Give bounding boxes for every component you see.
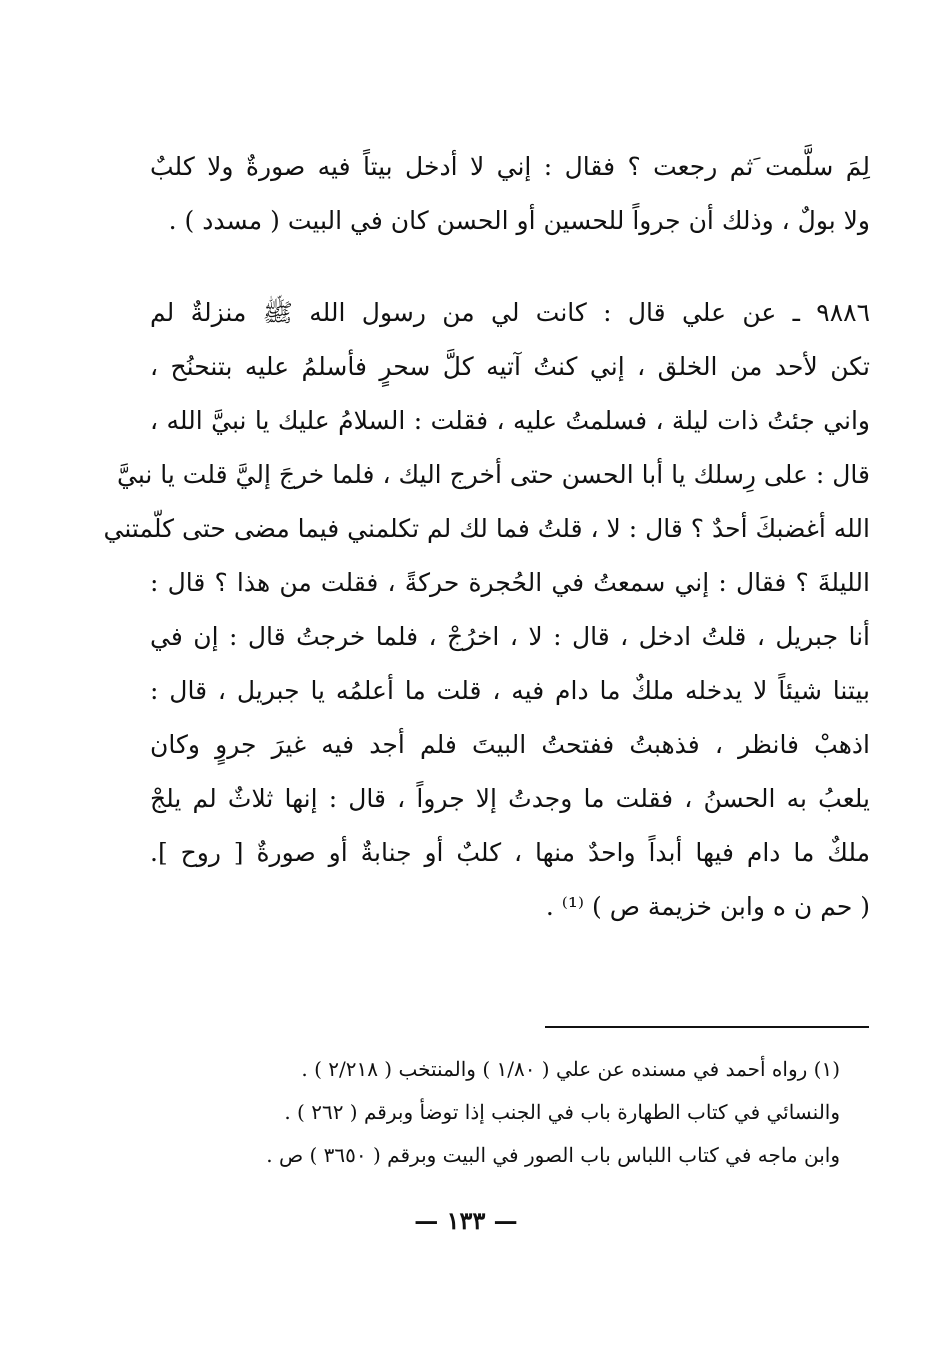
text-line: ولا بولٌ ، وذلك أن جرواً للحسين أو الحسن كان في البيت ( مسدد ) . (168, 206, 870, 235)
text-line: قال : على رِسلك يا أبا الحسن حتى أخرج اليك ، فلما خرجَ إليَّ قلت يا نبيَّ (116, 460, 870, 489)
hadith-9886 (103, 286, 870, 934)
text-line: الله أغضبكَ أحدٌ ؟ قال : لا ، قلتُ فما لك لم تكلمني فيما مضى حتى كلّمتني (103, 514, 870, 543)
text-line: أنا جبريل ، قلتُ ادخل ، قال : لا ، اخرُجْ ، فلما خرجتُ قال : إن في (150, 622, 870, 651)
text-line: يلعبُ به الحسنُ ، فقلت ما وجدتُ إلا جرواً ، قال : إنها ثلاثٌ لم يلجْ (150, 784, 870, 813)
paragraph-gap (150, 248, 870, 286)
footnote-line: وابن ماجه في كتاب اللباس باب الصور في البيت وبرقم ( ٣٦٥٠ ) ص . (266, 1143, 840, 1167)
source-citation-line: ( حم ن ه وابن خزيمة ص ) ⁽¹⁾ . (545, 892, 870, 921)
text-line: واني جئتُ ذات ليلة ، فسلمتُ عليه ، فقلت : السلامُ عليك يا نبيَّ الله ، (150, 406, 870, 435)
text-line: بيتنا شيئاً لا يدخله ملكٌ ما دام فيه ، قلت ما أعلمُه يا جبريل ، قال : (150, 676, 870, 705)
footnote-line: (١) رواه أحمد في مسنده عن علي ( ١/٨٠ ) والمنتخب ( ٢/٢١٨ ) . (301, 1057, 840, 1081)
footnote-divider (545, 1026, 869, 1028)
text-line: تكن لأحد من الخلق ، إني كنتُ آتيه كلَّ سحرٍ فأسلمُ عليه بتنحنُح ، (150, 352, 870, 381)
footnote-line: والنسائي في كتاب الطهارة باب في الجنب إذا توضأ وبرقم ( ٢٦٢ ) . (284, 1100, 840, 1124)
paragraph-continuation (150, 140, 870, 248)
text-line: اذهبْ فانظر ، فذهبتُ ففتحتُ البيتَ فلم أجد فيه غيرَ جروٍ وكان (150, 730, 870, 759)
text-line: ملكٌ ما دام فيها أبداً واحدٌ منها ، كلبٌ أو جنابةٌ أو صورةٌ [ روح ]. (150, 838, 870, 867)
text-line: لِمَ سلَّمت َثم رجعت ؟ فقال : إني لا أدخل بيتاً فيه صورةٌ ولا كلبٌ (150, 152, 870, 181)
main-text (103, 140, 870, 934)
text-line: ٩٨٨٦ ـ عن علي قال : كانت لي من رسول الله ﷺ منزلةٌ لم (150, 298, 870, 327)
footnotes (150, 1048, 840, 1177)
text-line: الليلةَ ؟ فقال : إني سمعتُ في الحُجرة حركةً ، فقلت من هذا ؟ قال : (150, 568, 870, 597)
page-number: — ١٣٣ — (414, 1206, 518, 1235)
